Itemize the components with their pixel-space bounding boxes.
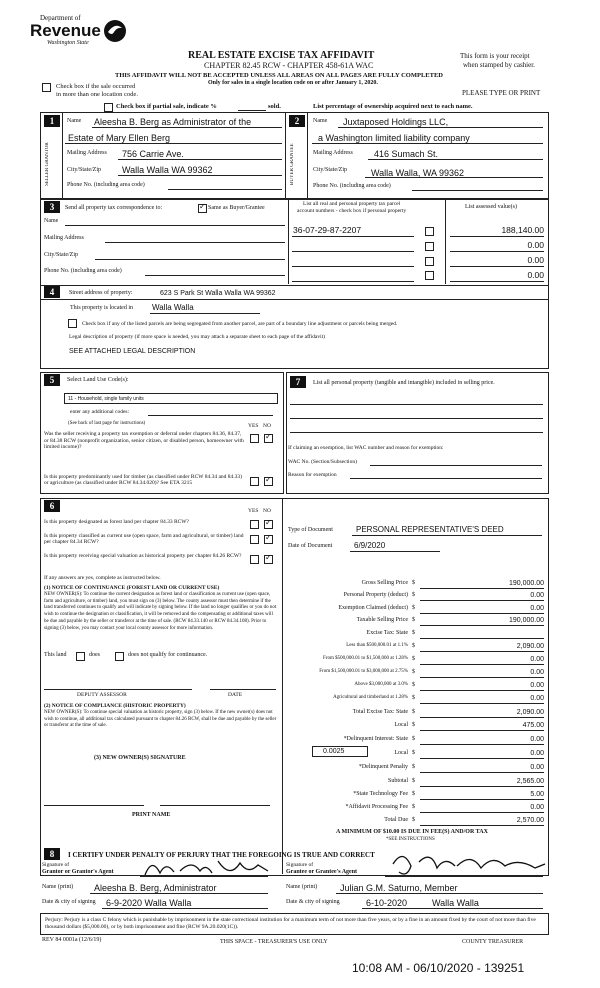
located-line [150, 313, 260, 314]
grantee-date-line [362, 908, 543, 909]
section-1-number: 1 [44, 115, 60, 127]
currency-symbol: $ [412, 592, 415, 598]
ownership-note: List percentage of ownership acquired next to each name. [313, 103, 473, 110]
personal-property-line-3[interactable] [290, 432, 543, 433]
doc-date[interactable]: 6/9/2020 [354, 541, 386, 550]
tax-row-line [420, 786, 544, 787]
buyer-city-line [365, 177, 543, 178]
grantor-name-label: Name (print) [42, 884, 74, 890]
send-correspondence-label: Send all property tax correspondence to: [65, 205, 163, 211]
section-7-number: 7 [290, 376, 306, 388]
seller-label-divider [62, 112, 63, 198]
tax-row-value[interactable]: 0.00 [530, 804, 544, 811]
seller-name-line [92, 127, 282, 128]
tax-row-value[interactable]: 190,000.00 [508, 580, 544, 587]
tax-row-line [420, 799, 544, 800]
rev-number: REV 84 0001a (12/6/19) [42, 937, 102, 943]
new-owner-sig-line-1[interactable] [44, 805, 144, 806]
parcel-value[interactable]: 0.00 [527, 255, 544, 265]
section-6-divider [282, 498, 283, 874]
parcel-value-line [450, 236, 544, 237]
form-subtitle: CHAPTER 82.45 RCW - CHAPTER 458-61A WAC [204, 61, 374, 70]
tax-row-line [420, 690, 544, 691]
personal-property-label: List all personal property (tangible and intangible) included in selling price. [313, 380, 495, 386]
tax-row-label: Total Excise Tax: State [352, 709, 408, 715]
land-use-select[interactable] [64, 393, 278, 404]
s6-q1-yes[interactable] [250, 520, 259, 529]
multi-location-checkbox[interactable] [42, 83, 51, 92]
s3-mailing-field[interactable] [105, 242, 285, 243]
s6-q3-yes[interactable] [250, 555, 259, 564]
does-label: does [89, 652, 100, 658]
local-rate: 0.0025 [323, 748, 345, 755]
same-as-buyer-checkbox[interactable] [198, 204, 207, 213]
tax-row-line [420, 613, 544, 614]
parcel-personal-checkbox[interactable] [425, 257, 434, 266]
notice2-title: (2) NOTICE OF COMPLIANCE (HISTORIC PROPERTY) [44, 703, 186, 709]
currency-symbol: $ [412, 580, 415, 586]
buyer-city-label: City/State/Zip [313, 167, 347, 173]
seller-phone-label: Phone No. (including area code) [67, 182, 145, 188]
wac-field[interactable] [370, 465, 542, 466]
tax-row-value[interactable]: 5.00 [530, 791, 544, 798]
tax-row-line [420, 717, 544, 718]
s5-no-label: NO [263, 423, 271, 429]
s3-name-field[interactable] [65, 225, 285, 226]
local-rate-box[interactable] [312, 746, 368, 757]
notice1-text: NEW OWNER(S): To continue the current designation as forest land or classification as current use (open space, farm and agriculture, or timber) land, you must sign on (3) below. The county assessor must then determine if the land transferred continues to qualify and will indicate by signing below. If the land no longer qualifies or you do not wish to continue the designation or classification, it will be removed and the compensating or additional taxes will be due and payable by the seller or transferor at the time of sale. (RCW 84.33.140 or RCW 84.34.108). Prior to signing (3) below, you may contact your local county assessor for more information. [44, 592, 277, 631]
receipt-note-1: This form is your receipt [460, 52, 530, 60]
tax-row-label: *Affidavit Processing Fee [345, 804, 408, 810]
tax-row-label: Local [394, 750, 408, 756]
parcel-value[interactable]: 0.00 [527, 240, 544, 250]
tax-row-value[interactable]: 0.00 [530, 750, 544, 757]
land-does-not-checkbox[interactable] [115, 652, 124, 661]
same-as-buyer-label: Same as Buyer/Grantee [208, 205, 265, 211]
perjury-text: Perjury: Perjury is a class C felony which is punishable by imprisonment in the state correctional institution for a maximum term of not more than five years, or by a fine in an amount fixed by the court of not more than five thousand dollars ($5,000.00), or by both imprisonment and fine (RCW 9A.20.020(1C)). [45, 917, 536, 930]
partial-pct-line[interactable] [238, 110, 266, 111]
tax-row-value[interactable]: 0.00 [530, 682, 544, 689]
this-land-label: This land [44, 652, 67, 658]
s6-q3-no[interactable] [264, 555, 273, 564]
personal-property-line-1[interactable] [290, 404, 543, 405]
grantee-signature-icon [385, 846, 550, 882]
s3-name-label: Name [44, 218, 59, 224]
recording-stamp: 10:08 AM - 06/10/2020 - 139251 [352, 961, 525, 975]
form-warning: THIS AFFIDAVIT WILL NOT BE ACCEPTED UNLESS ALL AREAS ON ALL PAGES ARE FULLY COMPLETED [115, 72, 443, 79]
seller-phone-field[interactable] [168, 189, 282, 190]
tax-row-line [420, 772, 544, 773]
currency-symbol: $ [412, 817, 415, 823]
s3-phone-label: Phone No. (including area code) [44, 268, 122, 274]
tax-row-value[interactable]: 0.00 [530, 669, 544, 676]
personal-property-line-2[interactable] [290, 418, 543, 419]
assessed-header: List assessed value(s) [465, 204, 517, 210]
tax-row-label: Agricultural and timberland at 1.28% [333, 695, 408, 700]
legal-description[interactable]: SEE ATTACHED LEGAL DESCRIPTION [69, 348, 196, 355]
grantee-city[interactable]: Walla Walla [432, 898, 479, 908]
currency-symbol: $ [412, 617, 415, 623]
s6-q1-no[interactable] [264, 520, 273, 529]
parcel-value-line [450, 281, 544, 282]
segregated-label: Check box if any of the listed parcels are being segregated from another parcel, are part of a boundary line adjustment or parcels being merged. [82, 321, 398, 327]
s3-phone-field[interactable] [145, 275, 285, 276]
tax-row-line [420, 600, 544, 601]
partial-sale-label: Check box if partial sale, indicate % [116, 103, 217, 110]
parcel-personal-checkbox[interactable] [425, 271, 434, 280]
currency-symbol: $ [412, 630, 415, 636]
s6-yes-label: YES [248, 508, 259, 514]
s6-q2: Is this property classified as current use (open space, farm and agricultural, or timber) land per chapter 84.34 RCW? [44, 533, 244, 545]
section-3-number: 3 [44, 201, 60, 213]
tax-row-label: Subtotal [387, 778, 408, 784]
seller-mailing-line [118, 159, 282, 160]
tax-row-value[interactable]: 0.00 [530, 695, 544, 702]
parcel-value-line [450, 251, 544, 252]
tax-row-line [420, 730, 544, 731]
s5-q1: Was the seller receiving a property tax exemption or deferral under chapters 84.36, 84.37, or 84.38 RCW (nonprofit organization, senior citizen, or disabled person, homeowner with limited income)? [44, 431, 244, 450]
buyer-mailing[interactable]: 416 Sumach St. [374, 149, 439, 159]
deputy-label: DEPUTY ASSESSOR [77, 692, 127, 698]
reason-label: Reason for exemption [288, 472, 337, 478]
assessor-date-label: DATE [228, 692, 243, 698]
treasurer-use: THIS SPACE - TREASURER'S USE ONLY [220, 939, 328, 945]
grantor-sig-label-2: Grantor or Grantor's Agent [42, 869, 114, 875]
seller-name-label: Name [67, 118, 82, 124]
tax-row-line [420, 651, 544, 652]
parcel-number[interactable]: 36-07-29-87-2207 [293, 225, 362, 235]
buyer-mailing-line [368, 159, 543, 160]
dept-line1: Department of [40, 14, 81, 22]
seller-side-label: SELLER GRANTOR [45, 142, 50, 186]
s5-q2: Is this property predominantly used for timber (as classified under RCW 84.34 and 84.33) or agriculture (as classified under RCW 84.34.020)? See ETA 3215 [44, 474, 243, 486]
currency-symbol: $ [412, 682, 415, 688]
section-2-number: 2 [289, 115, 305, 127]
currency-symbol: $ [412, 656, 415, 662]
form-title: REAL ESTATE EXCISE TAX AFFIDAVIT [188, 50, 375, 61]
parcels-header-2: account numbers - check box if personal property [297, 208, 407, 214]
doc-date-label: Date of Document [288, 543, 333, 549]
doc-date-line [350, 551, 440, 552]
buyer-city[interactable]: Walla Walla, WA 99362 [371, 168, 465, 178]
street-label: Street address of property: [69, 290, 133, 296]
additional-codes-field[interactable] [148, 415, 273, 416]
grantor-date-line [102, 908, 268, 909]
notice2-text: NEW OWNER(S): To continue special valuation as historic property, sign (3) below. If the new owner(s) does not wish to continue, all additional tax calculated pursuant to chapter 84.26 RCW, shall be due and payable by the seller or transferor at the time of sale. [44, 710, 277, 729]
seller-name-2-line [65, 143, 282, 144]
tax-row-label: Excise Tax: State [366, 630, 408, 636]
tax-row-line [420, 588, 544, 589]
land-use-value: 11 - Household, single family units [68, 396, 144, 402]
grantee-date[interactable]: 6-10-2020 [366, 898, 408, 908]
s5-q2-no[interactable] [264, 477, 273, 486]
buyer-name-label: Name [313, 118, 328, 124]
seller-buyer-divider [285, 112, 286, 199]
tax-row-line [420, 758, 544, 759]
currency-symbol: $ [412, 804, 415, 810]
currency-symbol: $ [412, 778, 415, 784]
section-6-number: 6 [44, 500, 60, 512]
buyer-name-line [338, 127, 543, 128]
tax-row-value[interactable]: 0.00 [530, 592, 544, 599]
grantee-name-line [336, 893, 543, 894]
buyer-mailing-label: Mailing Address [313, 150, 353, 156]
grantor-name[interactable]: Aleesha B. Berg, Administrator [94, 883, 217, 893]
dept-line2: Revenue [30, 21, 101, 40]
street-address[interactable]: 623 S Park St Walla Walla WA 99362 [160, 290, 276, 297]
deputy-assessor-line[interactable] [44, 689, 192, 690]
land-does-checkbox[interactable] [76, 652, 85, 661]
grantor-sig-label-1: Signature of [42, 862, 70, 868]
tax-row-value[interactable]: 0.00 [530, 656, 544, 663]
s5-q2-yes[interactable] [250, 477, 259, 486]
grantor-name-line [90, 893, 268, 894]
s3-city-label: City/State/Zip [44, 252, 78, 258]
buyer-label-divider [307, 112, 308, 198]
section-8-number: 8 [44, 848, 60, 860]
parcel-personal-checkbox[interactable] [425, 242, 434, 251]
exemption-label: If claiming an exemption, list WAC number and reason for exemption: [288, 445, 444, 451]
tax-row-label: *Delinquent Interest: State [343, 736, 408, 742]
seller-name[interactable]: Aleesha B. Berg as Administrator of the [94, 117, 252, 127]
buyer-name-2[interactable]: a Washington limited liability company [318, 133, 470, 143]
parcel-value[interactable]: 188,140.00 [501, 225, 544, 235]
tax-row-label: Gross Selling Price [361, 580, 408, 586]
located-label: This property is located in [70, 305, 133, 311]
currency-symbol: $ [412, 750, 415, 756]
parcels-header-1: List all real and personal property tax parcel [303, 201, 401, 207]
grantee-sig-label-2: Grantee or Grantee's Agent [286, 869, 358, 875]
tax-row-value[interactable]: 190,000.00 [508, 617, 544, 624]
section-3-divider-b [445, 198, 446, 284]
tax-row-line [420, 677, 544, 678]
seller-city[interactable]: Walla Walla WA 99362 [122, 165, 213, 175]
currency-symbol: $ [412, 709, 415, 715]
s6-q3: Is this property receiving special valuation as historical property per chapter 84.26 RCW? [44, 553, 242, 559]
perjury-box [40, 913, 549, 935]
section-3-divider-a [288, 198, 289, 284]
buyer-side-label: BUYER GRANTEE [290, 143, 295, 185]
grantor-date-label: Date & city of signing [42, 899, 96, 905]
seller-name-2[interactable]: Estate of Mary Ellen Berg [68, 133, 171, 143]
tax-row-line [420, 703, 544, 704]
tax-row-label: Less than $500,000.01 at 1.1% [346, 643, 408, 648]
parcel-number-line[interactable] [292, 281, 414, 282]
located-value[interactable]: Walla Walla [152, 303, 194, 312]
doc-type[interactable]: PERSONAL REPRESENTATIVE'S DEED [356, 525, 504, 534]
tax-row-label: Exemption Claimed (deduct) [338, 605, 408, 611]
new-owner-signature-label: (3) NEW OWNER(S) SIGNATURE [94, 755, 186, 761]
wac-label: WAC No. (Section/Subsection) [288, 459, 357, 465]
buyer-phone-field[interactable] [412, 190, 543, 191]
assessor-date-line[interactable] [210, 689, 276, 690]
s5-q1-no[interactable] [264, 434, 273, 443]
multi-location-label-2: in more than one location code. [56, 91, 138, 98]
partial-sale-checkbox[interactable] [104, 103, 113, 112]
print-name-label: PRINT NAME [132, 812, 171, 818]
tax-row-value[interactable]: 475.00 [522, 722, 544, 729]
grantee-name-label: Name (print) [286, 884, 318, 890]
seller-mailing-label: Mailing Address [67, 150, 107, 156]
parcel-number-line[interactable] [292, 266, 414, 267]
tax-row-value[interactable]: 2,570.00 [516, 817, 544, 824]
tax-row-value[interactable]: 2,090.00 [516, 709, 544, 716]
section-5-number: 5 [44, 374, 60, 386]
grantee-name[interactable]: Julian G.M. Saturno, Member [340, 883, 458, 893]
tax-row-label: *Delinquent Penalty [358, 764, 408, 770]
dor-swirl-icon [102, 18, 128, 44]
doc-type-label: Type of Document [288, 527, 333, 533]
does-not-label: does not qualify for continuance. [128, 652, 208, 658]
receipt-note-2: when stamped by cashier. [463, 61, 535, 69]
s6-q2-no[interactable] [264, 535, 273, 544]
currency-symbol: $ [412, 643, 415, 649]
sold-label: sold. [268, 103, 281, 110]
reason-field[interactable] [350, 478, 542, 479]
tax-row-label: Taxable Selling Price [356, 617, 408, 623]
buyer-name-2-line [312, 143, 543, 144]
currency-symbol: $ [412, 764, 415, 770]
s6-q1: Is this property designated as forest land per chapter 84.33 RCW? [44, 519, 189, 525]
currency-symbol: $ [412, 669, 415, 675]
see-back-note: (See back of last page for instructions) [68, 421, 146, 426]
tax-row-line [420, 638, 544, 639]
currency-symbol: $ [412, 695, 415, 701]
buyer-phone-label: Phone No. (including area code) [313, 183, 391, 189]
tax-row-label: Personal Property (deduct) [343, 592, 408, 598]
currency-symbol: $ [412, 736, 415, 742]
seller-mailing[interactable]: 756 Carrie Ave. [122, 149, 184, 159]
county-treasurer: COUNTY TREASURER [462, 939, 524, 945]
doc-type-line [352, 535, 542, 536]
s5-q1-yes[interactable] [250, 434, 259, 443]
new-owner-sig-line-2[interactable] [160, 805, 270, 806]
seller-city-label: City/State/Zip [67, 167, 101, 173]
if-yes-note: If any answers are yes, complete as instructed below. [44, 575, 161, 581]
tax-row-label: Local [394, 722, 408, 728]
segregated-checkbox[interactable] [68, 319, 77, 328]
parcel-number-line[interactable] [292, 251, 414, 252]
grantor-signature-icon [140, 853, 275, 881]
currency-symbol: $ [412, 791, 415, 797]
legal-label: Legal description of property (if more space is needed, you may attach a separate sheet to each page of the affidavit) [69, 334, 325, 340]
dept-line3: Washington State [47, 40, 89, 46]
s5-yes-label: YES [248, 423, 259, 429]
tax-row-value[interactable]: 0.00 [530, 736, 544, 743]
parcel-value[interactable]: 0.00 [527, 270, 544, 280]
single-location-note: Only for sales in a single location code on or after January 1, 2020. [208, 80, 378, 86]
please-type: PLEASE TYPE OR PRINT [462, 89, 541, 97]
tax-row-line [420, 812, 544, 813]
tax-row-label: From $500,000.01 to $1,500,000 at 1.28% [323, 656, 408, 661]
tax-row-line [420, 825, 544, 826]
seller-city-line [118, 175, 282, 176]
grantee-sig-label-1: Signature of [286, 862, 314, 868]
multi-location-label-1: Check box if the sale occurred [56, 83, 136, 90]
s3-city-field[interactable] [95, 259, 285, 260]
additional-codes-label: enter any additional codes: [70, 409, 130, 415]
parcel-number-line [292, 236, 414, 237]
certify-statement: I CERTIFY UNDER PENALTY OF PERJURY THAT THE FOREGOING IS TRUE AND CORRECT [68, 851, 375, 859]
tax-row-value[interactable]: 2,090.00 [516, 643, 544, 650]
tax-row-line [420, 744, 544, 745]
grantee-date-label: Date & city of signing [286, 899, 340, 905]
s6-q2-yes[interactable] [250, 535, 259, 544]
tax-row-line [420, 625, 544, 626]
see-instructions: *SEE INSTRUCTIONS [386, 837, 435, 842]
tax-row-value[interactable]: 0.00 [530, 764, 544, 771]
tax-row-line [420, 664, 544, 665]
buyer-name[interactable]: Juxtaposed Holdings LLC, [343, 117, 449, 127]
tax-row-value[interactable]: 0.00 [530, 605, 544, 612]
tax-row-value[interactable]: 2,565.00 [516, 778, 544, 785]
tax-row-label: From $1,500,000.01 to $3,000,000 at 2.75% [319, 669, 408, 674]
section-4-number: 4 [44, 286, 60, 298]
currency-symbol: $ [412, 605, 415, 611]
grantor-date-city[interactable]: 6-9-2020 Walla Walla [106, 898, 192, 908]
minimum-note: A MINIMUM OF $10.00 IS DUE IN FEE(S) AND/OR TAX [336, 829, 488, 835]
parcel-value-line [450, 266, 544, 267]
s3-mailing-label: Mailing Address [44, 235, 84, 241]
tax-row-label: Above $3,000,000 at 3.0% [354, 682, 408, 687]
notice1-title: (1) NOTICE OF CONTINUANCE (FOREST LAND OR CURRENT USE) [44, 585, 220, 591]
land-use-label: Select Land Use Code(s): [67, 377, 129, 383]
tax-row-label: *State Technology Fee [353, 791, 408, 797]
s6-no-label: NO [263, 508, 271, 514]
parcel-personal-checkbox[interactable] [425, 227, 434, 236]
currency-symbol: $ [412, 722, 415, 728]
tax-row-label: Total Due [384, 817, 408, 823]
